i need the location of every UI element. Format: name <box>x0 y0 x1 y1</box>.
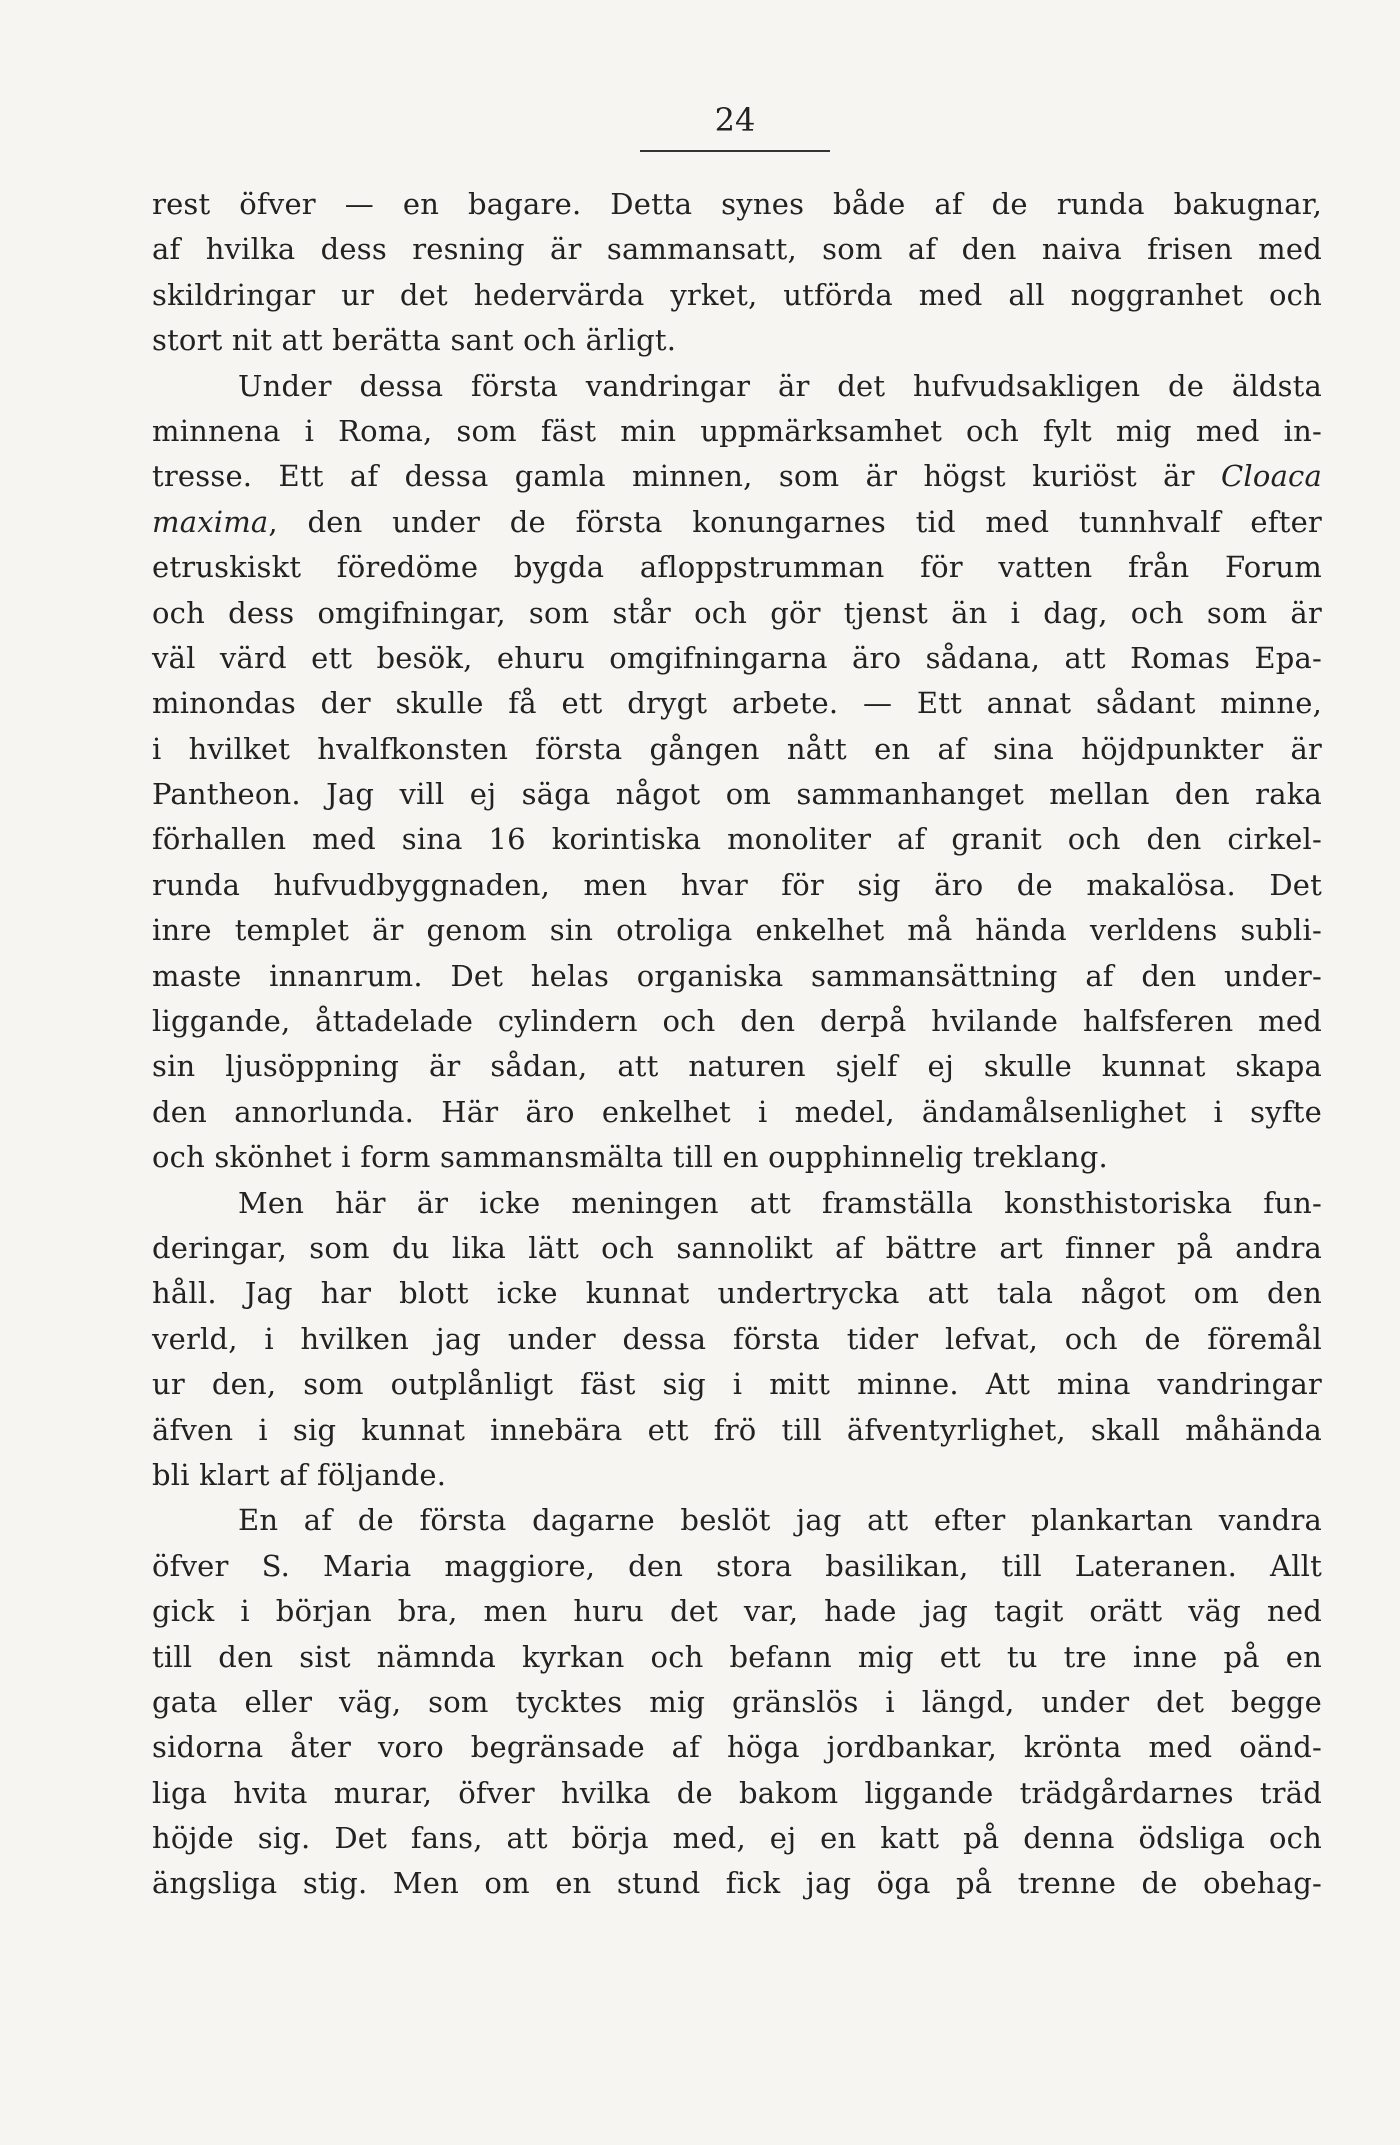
text-line: i hvilket hvalfkonsten första gången nått en af sina höjdpunkter är <box>152 731 1322 766</box>
text-line: af hvilka dess resning är sammansatt, som af den naiva frisen med <box>152 232 1322 267</box>
text-line: förhallen med sina 16 korintiska monoliter af granit och den cirkel- <box>152 822 1322 857</box>
text-line: Pantheon. Jag vill ej säga något om sammanhanget mellan den raka <box>152 777 1322 812</box>
page-number: 24 <box>714 101 756 139</box>
text-line: liga hvita murar, öfver hvilka de bakom liggande trädgårdarnes träd <box>152 1775 1322 1810</box>
text-line: inre templet är genom sin otroliga enkelhet må hända verldens subli- <box>152 913 1322 948</box>
text-line: och dess omgifningar, som står och gör tjenst än i dag, och som är <box>152 595 1322 630</box>
text-line: deringar, som du lika lätt och sannolikt af bättre art finner på andra <box>152 1230 1322 1265</box>
text-line: liggande, åttadelade cylindern och den derpå hvilande halfsferen med <box>152 1004 1322 1039</box>
text-line: höjde sig. Det fans, att börja med, ej en katt på denna ödsliga och <box>152 1821 1322 1856</box>
text-line: maste innanrum. Det helas organiska sammansättning af den under- <box>152 958 1322 993</box>
text-line: öfver S. Maria maggiore, den stora basilikan, till Lateranen. Allt <box>152 1548 1322 1583</box>
italic-term: Cloaca <box>1221 459 1322 494</box>
text-line: skildringar ur det hedervärda yrket, utförda med all noggranhet och <box>152 277 1322 312</box>
text-line: tresse. Ett af dessa gamla minnen, som är högst kuriöst är Cloaca <box>152 459 1322 494</box>
text-line: verld, i hvilken jag under dessa första tider lefvat, och de föremål <box>152 1321 1322 1356</box>
body-text <box>152 182 1322 1907</box>
text-line: minnena i Roma, som fäst min uppmärksamhet och fylt mig med in- <box>152 413 1322 448</box>
text-line: håll. Jag har blott icke kunnat undertrycka att tala något om den <box>152 1276 1322 1311</box>
text-line: stort nit att berätta sant och ärligt. <box>152 323 677 358</box>
text-line: Men här är icke meningen att framställa konsthistoriska fun- <box>238 1185 1322 1220</box>
text-line: etruskiskt föredöme bygda afloppstrumman för vatten från Forum <box>152 550 1322 585</box>
text-line: runda hufvudbyggnaden, men hvar för sig äro de makalösa. Det <box>152 867 1322 902</box>
text-line: gata eller väg, som tycktes mig gränslös i längd, under det begge <box>152 1684 1322 1719</box>
text-line: den annorlunda. Här äro enkelhet i medel, ändamålsenlighet i syfte <box>152 1094 1322 1129</box>
text-line: gick i början bra, men huru det var, hade jag tagit orätt väg ned <box>152 1594 1322 1629</box>
text-line: maxima, den under de första konungarnes tid med tunnhvalf efter <box>152 504 1322 539</box>
text-line: till den sist nämnda kyrkan och befann mig ett tu tre inne på en <box>152 1639 1322 1674</box>
text-line: bli klart af följande. <box>152 1457 447 1492</box>
text-line: och skönhet i form sammansmälta till en oupphinnelig treklang. <box>152 1140 1108 1175</box>
page-number-rule <box>640 150 830 152</box>
italic-term: maxima <box>152 504 269 539</box>
text-line: rest öfver — en bagare. Detta synes både af de runda bakugnar, <box>152 187 1322 221</box>
text-line: sidorna åter voro begränsade af höga jordbankar, krönta med oänd- <box>152 1730 1322 1765</box>
text-line: En af de första dagarne beslöt jag att efter plankartan vandra <box>238 1503 1322 1538</box>
text-line: äfven i sig kunnat innebära ett frö till äfventyrlighet, skall måhända <box>152 1412 1322 1447</box>
text-line: ur den, som outplånligt fäst sig i mitt minne. Att mina vandringar <box>152 1367 1322 1402</box>
text-line: Under dessa första vandringar är det hufvudsakligen de äldsta <box>238 368 1322 403</box>
text-line: ängsliga stig. Men om en stund fick jag öga på trenne de obehag- <box>152 1866 1322 1901</box>
text-line: sin ljusöppning är sådan, att naturen sjelf ej skulle kunnat skapa <box>152 1049 1322 1084</box>
text-line: väl värd ett besök, ehuru omgifningarna äro sådana, att Romas Epa- <box>152 640 1322 675</box>
text-line: minondas der skulle få ett drygt arbete. — Ett annat sådant minne, <box>152 686 1322 721</box>
